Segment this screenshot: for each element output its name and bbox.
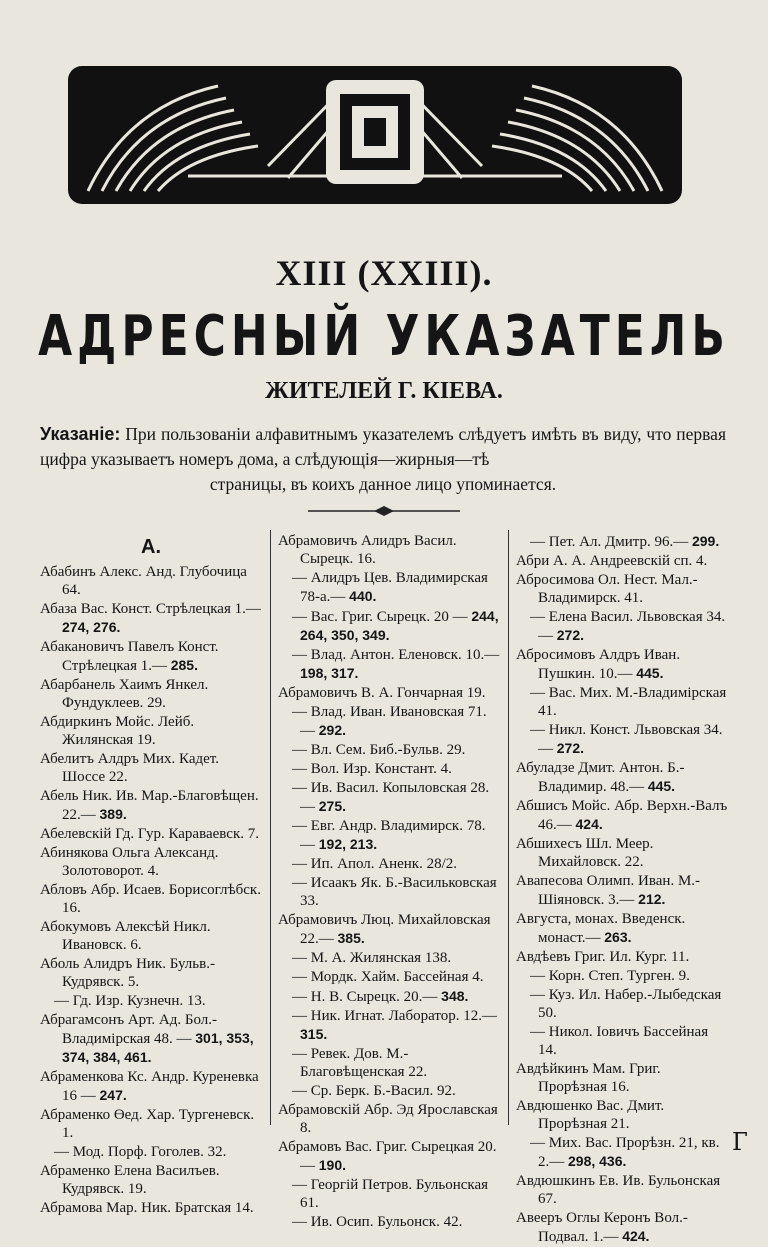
decorative-header-ornament — [68, 66, 682, 204]
entry-text: — Мих. Вас. Прорѣзн. 21, кв. 2.— — [530, 1135, 720, 1170]
directory-entry — [516, 646, 728, 683]
entry-text: Абрамовъ Вас. Григ. Сырецкая 20.— — [278, 1139, 497, 1174]
entry-text: Абдиркинъ Мойс. Лейб. Жилянская 19. — [40, 714, 195, 748]
entry-text: Абраменко Өед. Хар. Тургеневск. 1. — [40, 1107, 255, 1141]
entry-page-refs: 272. — [556, 627, 584, 643]
directory-entry — [278, 911, 500, 948]
entry-text: Абуладзе Дмит. Антон. Б.-Владимир. 48.— — [516, 760, 685, 795]
directory-entry — [40, 563, 262, 599]
entry-text: Абрамова Мар. Ник. Братская 14. — [40, 1200, 254, 1216]
directory-entry — [278, 646, 500, 683]
directory-entry — [516, 797, 728, 834]
usage-note-label: Указаніе: — [40, 424, 121, 444]
directory-entry — [40, 1011, 262, 1067]
entry-text: — Ив. Васил. Копыловская 28.— — [292, 780, 490, 815]
entry-text: Абрамовскій Абр. Эд Ярославская 8. — [278, 1102, 498, 1136]
entry-text: — Никл. Конст. Львовская 34.— — [530, 722, 723, 757]
usage-note-text-end: страницы, въ коихъ данное лицо упоминается. — [209, 474, 557, 494]
entry-text: Абрамовичъ Люц. Михайловская 22.— — [278, 912, 491, 947]
directory-entry — [516, 1172, 728, 1208]
directory-entry — [40, 825, 262, 843]
entry-page-refs: 198, 317. — [300, 665, 359, 681]
section-number: XIII (XXIII). — [275, 253, 493, 293]
entry-page-refs: 440. — [349, 588, 377, 604]
entry-page-refs: 445. — [636, 665, 664, 681]
usage-note — [40, 422, 726, 497]
directory-entry — [278, 532, 500, 568]
directory-entry — [40, 600, 262, 637]
directory-entry — [278, 1138, 500, 1175]
directory-entry — [516, 910, 728, 947]
column-1 — [40, 532, 262, 1218]
entry-text: — Куз. Ил. Набер.-Лыбедская 50. — [530, 987, 722, 1021]
entry-text: — Вл. Сем. Биб.-Бульв. 29. — [292, 742, 466, 758]
entry-page-refs: 244, 264, 350, 349. — [300, 608, 499, 643]
directory-entry — [278, 760, 500, 778]
entry-text: — Влад. Антон. Еленовск. 10.— — [292, 647, 500, 663]
entry-text: — Вол. Изр. Констант. 4. — [292, 761, 452, 777]
entry-text: Авдѣевъ Григ. Ил. Кург. 11. — [516, 949, 690, 965]
entry-text: — Ревек. Дов. М.-Благовѣщенская 22. — [292, 1046, 428, 1080]
page-subtitle: ЖИТЕЛЕЙ Г. КІЕВА. — [265, 378, 503, 404]
directory-entry — [516, 532, 728, 551]
entry-text: — Георгій Петров. Бульонская 61. — [292, 1177, 489, 1211]
directory-entry — [278, 949, 500, 967]
directory-entry — [516, 1060, 728, 1096]
column-divider-2 — [508, 530, 509, 1125]
entry-text: Абшисъ Мойс. Абр. Верхн.-Валъ 46.— — [516, 798, 728, 833]
directory-entry — [40, 787, 262, 824]
entry-text: — Вас. Мих. М.-Владимірская 41. — [530, 685, 727, 719]
entry-text: Абабинъ Алекс. Анд. Глубочица 64. — [40, 564, 247, 598]
entry-text: — Никол. Іовичъ Бассейная 14. — [530, 1024, 709, 1058]
entry-text: — Ив. Осип. Бульонск. 42. — [292, 1214, 463, 1230]
entry-page-refs: 212. — [638, 891, 666, 907]
directory-entry — [40, 992, 262, 1010]
entry-text: Абарбанель Хаимъ Янкел. Фундуклеев. 29. — [40, 677, 209, 711]
entry-text: Абрагамсонъ Арт. Ад. Бол.-Владимірская 48. — — [40, 1012, 218, 1047]
corner-mark: Г — [732, 1128, 748, 1156]
directory-entry — [278, 987, 500, 1006]
directory-entry — [278, 684, 500, 702]
directory-entry — [278, 1101, 500, 1137]
entry-text: — Мод. Порф. Гоголев. 32. — [54, 1144, 227, 1160]
entry-text: Абокумовъ Алексѣй Никл. Ивановск. 6. — [40, 919, 211, 953]
usage-note-text: При пользованіи алфавитнымъ указателемъ слѣдуетъ имѣть въ виду, что первая цифра указываетъ номеръ дома, а слѣдующія—жирныя—тѣ — [40, 424, 726, 469]
entry-text: — Мордк. Хайм. Бассейная 4. — [292, 969, 484, 985]
entry-page-refs: 275. — [318, 798, 346, 814]
directory-entry — [40, 638, 262, 675]
entry-text: Абросимовъ Алдръ Иван. Пушкин. 10.— — [516, 647, 681, 682]
directory-entry — [40, 1106, 262, 1142]
directory-entry — [40, 1143, 262, 1161]
entry-text: — Ип. Апол. Аненк. 28/2. — [292, 856, 458, 872]
entry-text: Авееръ Оглы Керонъ Вол.-Подвал. 1.— — [516, 1210, 688, 1245]
directory-entry — [516, 835, 728, 871]
directory-entry — [40, 750, 262, 786]
directory-entry — [278, 703, 500, 740]
entry-text: Абраменко Елена Василъев. Кудрявск. 19. — [40, 1163, 220, 1197]
directory-entry — [278, 874, 500, 910]
entry-page-refs: 424. — [622, 1228, 650, 1244]
directory-entry — [516, 1209, 728, 1246]
directory-entry — [278, 569, 500, 606]
section-letter: А. — [141, 536, 161, 558]
entry-page-refs: 424. — [575, 816, 603, 832]
entry-text: Абри А. А. Андреевскій сп. 4. — [516, 553, 708, 569]
entry-text: Авдюшенко Вас. Дмит. Прорѣзная 21. — [516, 1098, 665, 1132]
entry-text: Абакановичъ Павелъ Конст. Стрѣлецкая 1.— — [40, 639, 219, 674]
directory-entry — [516, 684, 728, 720]
entry-text: — Вас. Григ. Сырецк. 20 — — [292, 609, 468, 625]
entry-text: Абрамовичъ В. А. Гончарная 19. — [278, 685, 486, 701]
directory-entry — [40, 1199, 262, 1217]
directory-entry — [516, 571, 728, 607]
directory-entry — [516, 986, 728, 1022]
entry-page-refs: 274, 276. — [62, 619, 121, 635]
entry-text: Авдюшкинъ Ев. Ив. Бульонская 67. — [516, 1173, 721, 1207]
entry-text: Аболь Алидръ Ник. Бульв.-Кудрявск. 5. — [40, 956, 215, 990]
entry-page-refs: 285. — [170, 657, 198, 673]
entry-page-refs: 247. — [99, 1087, 127, 1103]
column-2 — [278, 532, 500, 1232]
entry-text: Абинякова Ольга Александ. Золотоворот. 4. — [40, 845, 219, 879]
directory-entry — [40, 918, 262, 954]
entry-page-refs: 348. — [441, 988, 469, 1004]
entry-text: Абшихесъ Шл. Меер. Михайловск. 22. — [516, 836, 654, 870]
entry-text: Абелитъ Алдръ Мих. Кадет. Шоссе 22. — [40, 751, 219, 785]
entry-text: — Исаакъ Як. Б.-Васильковская 33. — [292, 875, 497, 909]
entry-text: Абрамовичъ Алидръ Васил. Сырецк. 16. — [278, 533, 457, 567]
directory-entry — [40, 955, 262, 991]
entry-page-refs: 292. — [318, 722, 346, 738]
entry-page-refs: 272. — [556, 740, 584, 756]
directory-entry — [516, 1097, 728, 1133]
directory-entry — [278, 1082, 500, 1100]
column-divider-1 — [270, 530, 271, 1125]
directory-entry — [516, 872, 728, 909]
entry-text: Абраменкова Кс. Андр. Куреневка 16 — — [40, 1069, 259, 1104]
entry-text: Авапесова Олимп. Иван. М.-Шіяновск. 3.— — [516, 873, 701, 908]
directory-entry — [278, 1176, 500, 1212]
entry-text: Абловъ Абр. Исаев. Борисоглѣбск. 16. — [40, 882, 261, 916]
directory-entry — [278, 607, 500, 645]
directory-entry — [516, 608, 728, 645]
ornamental-divider — [308, 505, 460, 517]
directory-entry — [40, 713, 262, 749]
directory-entry — [40, 1068, 262, 1105]
directory-entry — [278, 817, 500, 854]
page-title: АДРЕСНЫЙ УКАЗАТЕЛЬ — [38, 304, 730, 370]
directory-entry — [516, 552, 728, 570]
entry-text: — Пет. Ал. Дмитр. 96.— — [530, 534, 689, 550]
entry-page-refs: 263. — [604, 929, 632, 945]
directory-entry — [40, 881, 262, 917]
column-3 — [516, 532, 728, 1247]
directory-entry — [516, 759, 728, 796]
entry-text: Августа, монах. Введенск. монаст.— — [516, 911, 686, 946]
entry-text: Абросимова Ол. Нест. Мал.-Владимирск. 41. — [516, 572, 698, 606]
entry-page-refs: 445. — [647, 778, 676, 794]
directory-entry — [516, 721, 728, 758]
entry-text: — Корн. Степ. Турген. 9. — [530, 968, 690, 984]
entry-page-refs: 389. — [99, 806, 127, 822]
entry-page-refs: 385. — [337, 930, 365, 946]
entry-text: — Н. В. Сырецк. 20.— — [292, 989, 438, 1005]
directory-entry — [278, 1045, 500, 1081]
directory-entry — [40, 844, 262, 880]
entry-text: Авдѣйкинъ Мам. Григ. Прорѣзная 16. — [516, 1061, 661, 1095]
entry-text: Абелевскій Гд. Гур. Караваевск. 7. — [40, 826, 259, 842]
directory-entry — [278, 779, 500, 816]
entry-text: — Евг. Андр. Владимирск. 78.— — [292, 818, 486, 853]
entry-text: — М. А. Жилянская 138. — [292, 950, 452, 966]
directory-entry — [516, 967, 728, 985]
entry-text: — Алидръ Цев. Владимирская 78-а.— — [292, 570, 488, 605]
directory-entry — [278, 741, 500, 759]
entry-page-refs: 192, 213. — [318, 836, 378, 852]
entry-text: Абель Ник. Ив. Мар.-Благовѣщен. 22.— — [40, 788, 259, 823]
directory-entry — [516, 1134, 728, 1171]
entry-page-refs: 298, 436. — [568, 1153, 627, 1169]
entry-text: — Влад. Иван. Ивановская 71.— — [292, 704, 487, 739]
directory-entry — [516, 948, 728, 966]
directory-entry — [40, 676, 262, 712]
directory-entry — [278, 1213, 500, 1231]
directory-entry — [278, 855, 500, 873]
entry-text: — Ср. Берк. Б.-Васил. 92. — [292, 1083, 456, 1099]
directory-entry — [278, 968, 500, 986]
entry-text: — Ник. Игнат. Лаборатор. 12.— — [292, 1008, 497, 1024]
directory-entry — [278, 1007, 500, 1044]
entry-text: Абаза Вас. Конст. Стрѣлецкая 1.— — [40, 601, 261, 617]
entry-text: — Гд. Изр. Кузнечн. 13. — [54, 993, 206, 1009]
entry-page-refs: 299. — [691, 533, 720, 549]
entry-text: — Елена Васил. Львовская 34.— — [530, 609, 726, 644]
directory-entry — [40, 1162, 262, 1198]
entry-page-refs: 301, 353, 374, 384, 461. — [62, 1030, 254, 1065]
entry-page-refs: 315. — [300, 1026, 328, 1042]
directory-entry — [516, 1023, 728, 1059]
entry-page-refs: 190. — [318, 1157, 346, 1173]
